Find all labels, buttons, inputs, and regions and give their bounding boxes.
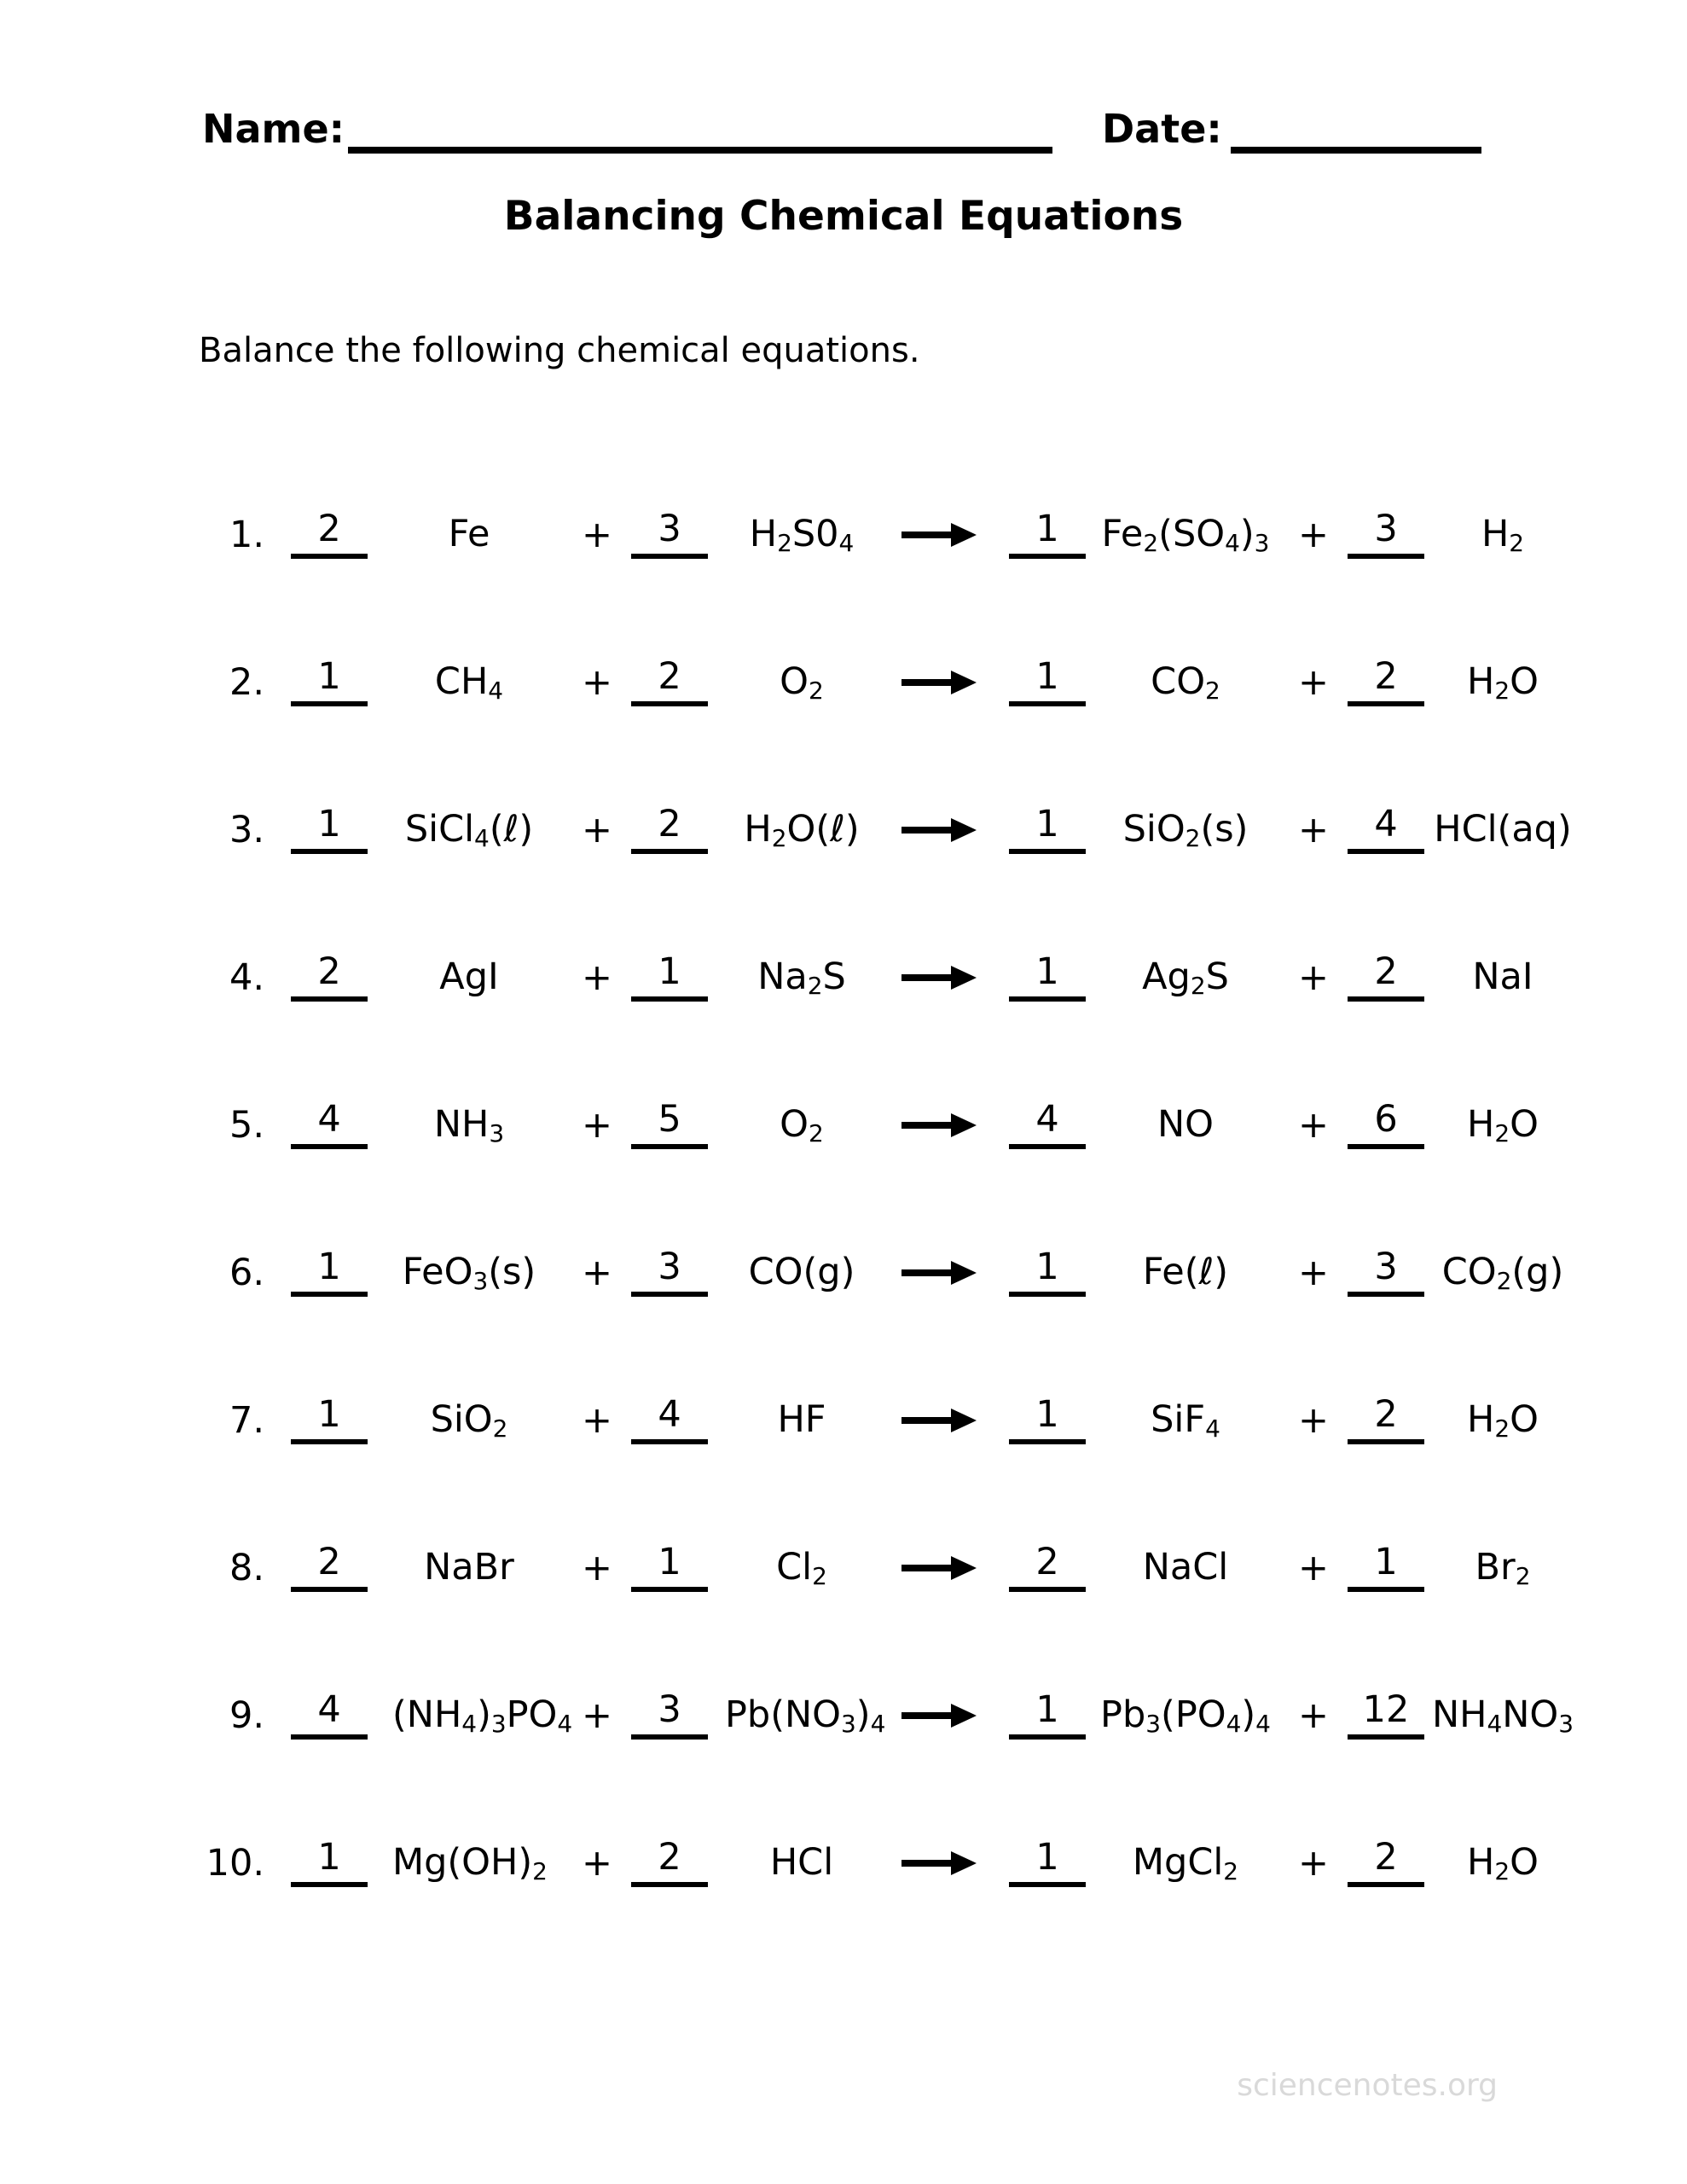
- plus-sign: +: [1297, 513, 1330, 556]
- product-formula-2: HCl(aq): [1434, 807, 1572, 851]
- footer-site-text: sciencenotes.org: [1237, 2068, 1498, 2103]
- product-formula-1: Fe(ℓ): [1142, 1250, 1229, 1293]
- right-arrow-icon: [901, 670, 977, 695]
- equation-row: [0, 608, 1687, 756]
- reactant-formula-2: $H_2O(\ell)$: [744, 807, 860, 853]
- coefficient-blank-1: 1: [291, 1396, 368, 1444]
- plus-sign: +: [581, 1251, 613, 1294]
- reactant-formula-2: $Cl_2$: [776, 1545, 827, 1591]
- plus-sign: +: [1297, 1103, 1330, 1147]
- reactant-formula-2: HF: [777, 1397, 826, 1441]
- product-formula-2: $H_2O$: [1467, 659, 1539, 706]
- reactant-formula-2: HCl: [769, 1840, 834, 1884]
- coefficient-blank-1: 4: [291, 1101, 368, 1149]
- coefficient-blank-3: 1: [1009, 1248, 1086, 1297]
- right-arrow-icon: [901, 1260, 977, 1286]
- product-formula-1: SiF$_4$: [1151, 1397, 1220, 1443]
- plus-sign: +: [581, 956, 613, 999]
- coefficient-blank-1: 1: [291, 658, 368, 706]
- coefficient-blank-1: 2: [291, 953, 368, 1002]
- reactant-formula-1: NaBr: [424, 1545, 514, 1589]
- plus-sign: +: [581, 808, 613, 851]
- equation-row: [0, 1051, 1687, 1199]
- right-arrow-icon: [901, 1408, 977, 1433]
- right-arrow-icon: [901, 817, 977, 843]
- coefficient-blank-2: 3: [631, 1691, 708, 1740]
- equation-row: [0, 903, 1687, 1051]
- coefficient-blank-2: 2: [631, 658, 708, 706]
- product-formula-1: $Ag_2S$: [1142, 955, 1229, 1001]
- coefficient-blank-3: 2: [1009, 1543, 1086, 1592]
- coefficient-blank-4: 4: [1348, 805, 1424, 854]
- plus-sign: +: [581, 1841, 613, 1885]
- coefficient-blank-2: 4: [631, 1396, 708, 1444]
- coefficient-blank-3: 1: [1009, 510, 1086, 559]
- product-formula-1: NaCl: [1142, 1545, 1229, 1589]
- right-arrow-icon: [901, 1112, 977, 1138]
- date-blank-line: [1231, 136, 1481, 154]
- coefficient-blank-3: 1: [1009, 805, 1086, 854]
- equation-row: [0, 1199, 1687, 1346]
- coefficient-blank-3: 1: [1009, 1691, 1086, 1740]
- coefficient-blank-4: 2: [1348, 658, 1424, 706]
- equation-row: [0, 461, 1687, 608]
- reactant-formula-1: SiO$_2$: [430, 1397, 508, 1443]
- product-formula-2: $H_2O$: [1467, 1102, 1539, 1148]
- coefficient-blank-2: 1: [631, 953, 708, 1002]
- reactant-formula-1: $CH_4$: [434, 659, 504, 706]
- equation-number: 9.: [229, 1693, 264, 1737]
- equation-list: [0, 461, 1687, 1937]
- reactant-formula-2: $H_2S0_4$: [749, 512, 855, 558]
- reactant-formula-2: $Na_2S$: [757, 955, 846, 1001]
- plus-sign: +: [1297, 1841, 1330, 1885]
- coefficient-blank-1: 4: [291, 1691, 368, 1740]
- coefficient-blank-1: 2: [291, 1543, 368, 1592]
- reactant-formula-1: $Mg(OH)_2$: [392, 1840, 548, 1886]
- coefficient-blank-2: 3: [631, 1248, 708, 1297]
- coefficient-blank-4: 3: [1348, 510, 1424, 559]
- coefficient-blank-4: 2: [1348, 953, 1424, 1002]
- reactant-formula-1: $NH_3$: [433, 1102, 505, 1148]
- plus-sign: +: [1297, 1546, 1330, 1589]
- plus-sign: +: [1297, 660, 1330, 704]
- equation-number: 6.: [229, 1251, 264, 1294]
- coefficient-blank-4: 6: [1348, 1101, 1424, 1149]
- coefficient-blank-1: 1: [291, 1838, 368, 1887]
- equation-row: [0, 1641, 1687, 1789]
- plus-sign: +: [581, 1103, 613, 1147]
- coefficient-blank-2: 5: [631, 1101, 708, 1149]
- right-arrow-icon: [901, 522, 977, 548]
- coefficient-blank-2: 2: [631, 1838, 708, 1887]
- reactant-formula-1: SiCl$_4$(ℓ): [404, 807, 534, 853]
- coefficient-blank-4: 3: [1348, 1248, 1424, 1297]
- coefficient-blank-3: 1: [1009, 658, 1086, 706]
- equation-number: 10.: [206, 1841, 264, 1885]
- instruction-text: Balance the following chemical equations.: [199, 331, 920, 370]
- reactant-formula-1: FeO$_3$(s): [402, 1250, 536, 1296]
- coefficient-blank-3: 1: [1009, 1396, 1086, 1444]
- page-title: Balancing Chemical Equations: [503, 193, 1184, 240]
- product-formula-2: $Br_2$: [1475, 1545, 1531, 1591]
- equation-number: 5.: [229, 1103, 264, 1147]
- equation-row: [0, 1789, 1687, 1937]
- reactant-formula-2: $O_2$: [780, 659, 824, 706]
- coefficient-blank-3: 1: [1009, 1838, 1086, 1887]
- coefficient-blank-1: 2: [291, 510, 368, 559]
- reactant-formula-1: AgI: [439, 955, 499, 998]
- right-arrow-icon: [901, 1703, 977, 1728]
- reactant-formula-1: $(NH_4)_3PO_4$: [392, 1693, 573, 1739]
- equation-number: 3.: [229, 808, 264, 851]
- coefficient-blank-2: 1: [631, 1543, 708, 1592]
- equation-number: 7.: [229, 1398, 264, 1442]
- reactant-formula-2: CO(g): [748, 1250, 855, 1293]
- product-formula-2: $H_2O$: [1467, 1397, 1539, 1443]
- plus-sign: +: [1297, 1693, 1330, 1737]
- equation-number: 1.: [229, 513, 264, 556]
- product-formula-1: $Pb_3(PO_4)_4$: [1100, 1693, 1271, 1739]
- product-formula-2: NaI: [1472, 955, 1533, 998]
- equation-row: [0, 1494, 1687, 1641]
- product-formula-2: $NH_4NO_3$: [1431, 1693, 1574, 1739]
- right-arrow-icon: [901, 1555, 977, 1581]
- right-arrow-icon: [901, 965, 977, 990]
- equation-number: 4.: [229, 956, 264, 999]
- equation-row: [0, 1346, 1687, 1494]
- coefficient-blank-3: 4: [1009, 1101, 1086, 1149]
- right-arrow-icon: [901, 1850, 977, 1876]
- plus-sign: +: [1297, 808, 1330, 851]
- plus-sign: +: [1297, 956, 1330, 999]
- product-formula-1: $Fe_2(SO_4)_3$: [1101, 512, 1270, 558]
- reactant-formula-1: Fe: [448, 512, 490, 555]
- equation-number: 8.: [229, 1546, 264, 1589]
- equation-row: [0, 756, 1687, 903]
- product-formula-1: NO: [1157, 1102, 1214, 1146]
- product-formula-2: $CO_2(g)$: [1441, 1250, 1564, 1296]
- equation-number: 2.: [229, 660, 264, 704]
- plus-sign: +: [581, 1693, 613, 1737]
- product-formula-1: MgCl$_2$: [1132, 1840, 1239, 1886]
- plus-sign: +: [1297, 1398, 1330, 1442]
- product-formula-1: $CO_2$: [1151, 659, 1220, 706]
- name-blank-line: [348, 136, 1052, 154]
- plus-sign: +: [581, 1546, 613, 1589]
- product-formula-2: $H_2O$: [1467, 1840, 1539, 1886]
- coefficient-blank-4: 2: [1348, 1838, 1424, 1887]
- coefficient-blank-2: 3: [631, 510, 708, 559]
- plus-sign: +: [581, 1398, 613, 1442]
- coefficient-blank-4: 1: [1348, 1543, 1424, 1592]
- plus-sign: +: [581, 660, 613, 704]
- date-label: Date:: [1102, 106, 1222, 152]
- product-formula-2: $H_2$: [1481, 512, 1525, 558]
- coefficient-blank-1: 1: [291, 1248, 368, 1297]
- product-formula-1: SiO$_2$(s): [1122, 807, 1249, 853]
- plus-sign: +: [581, 513, 613, 556]
- coefficient-blank-2: 2: [631, 805, 708, 854]
- plus-sign: +: [1297, 1251, 1330, 1294]
- coefficient-blank-4: 12: [1348, 1691, 1424, 1740]
- coefficient-blank-1: 1: [291, 805, 368, 854]
- reactant-formula-2: $O_2$: [780, 1102, 824, 1148]
- name-label: Name:: [202, 106, 345, 152]
- coefficient-blank-4: 2: [1348, 1396, 1424, 1444]
- reactant-formula-2: $Pb(NO_3)_4$: [725, 1693, 886, 1739]
- coefficient-blank-3: 1: [1009, 953, 1086, 1002]
